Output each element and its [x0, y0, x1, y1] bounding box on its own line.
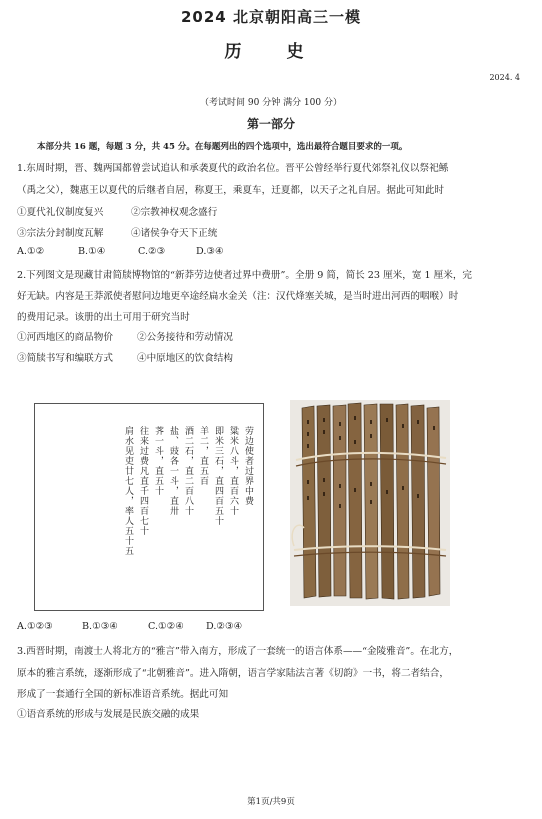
transcription-column: 即米三石，直四百五十	[213, 426, 223, 526]
q2-stem-line3: 的费用记录。该册的出土可用于研究当时	[17, 312, 190, 323]
q2-stem-line2: 好无缺。内容是王莽派使者慰问边地更卒途经扁水金关（注：汉代烽塞关城，是当时进出河西的咽喉）时	[17, 291, 459, 302]
q1-option-2: ②宗教神权观念盛行	[131, 207, 218, 218]
transcription-column: 荠一斗，直五十	[153, 426, 163, 496]
slip-transcription-box	[34, 403, 264, 611]
transcription-column: 往来过费凡直千四百七十	[138, 426, 148, 536]
q2-option-2: ②公务接待和劳动情况	[137, 332, 233, 343]
q2-option-4: ④中原地区的饮食结构	[137, 353, 233, 364]
q2-stem-line1: 2.下列图文是现藏甘肃简牍博物馆的“新莽劳边使者过界中费册”。全册 9 简，简长 23 厘米，宽 1 厘米，完	[17, 270, 473, 281]
q3-option-1: ①语音系统的形成与发展是民族交融的成果	[17, 709, 200, 720]
transcription-column: 盐、豉各一斗，直卅	[168, 426, 178, 516]
q1-choice-a[interactable]: A.①②	[17, 246, 45, 257]
q1-choice-c[interactable]: C.②③	[138, 246, 166, 257]
q2-choice-d[interactable]: D.②③④	[206, 621, 243, 632]
transcription-column: 酒二石，直二百八十	[183, 426, 193, 516]
q1-option-4: ④诸侯争夺天下正统	[131, 228, 218, 239]
q3-stem-line2: 原本的雅言系统，逐渐形成了“北朝雅音”。进入隋朝，语言学家陆法言著《切韵》一书，将二者结合，	[17, 668, 449, 679]
exam-date: 2024. 4	[489, 73, 520, 82]
q1-choice-b[interactable]: B.①④	[78, 246, 106, 257]
bamboo-slips-photo	[290, 400, 450, 606]
page-number: 第1页/共9页	[247, 797, 295, 807]
q2-option-1: ①河西地区的商品物价	[17, 332, 113, 343]
q2-choice-a[interactable]: A.①②③	[17, 621, 53, 632]
bamboo-slips-image	[290, 400, 450, 606]
q2-choice-c[interactable]: C.①②④	[148, 621, 184, 632]
q1-option-3: ③宗法分封制度瓦解	[17, 228, 104, 239]
transcription-column: 劳边使者过界中费	[243, 426, 253, 506]
part-title: 第一部分	[246, 117, 295, 131]
q3-stem-line1: 3.西晋时期，南渡士人将北方的“雅言”带入南方，形成了一套统一的语言体系——“金陵雅音”。在北方，	[17, 646, 459, 657]
subject-title: 历 史	[224, 42, 318, 62]
exam-title: 2024 北京朝阳高三一模	[181, 8, 361, 26]
q2-option-3: ③简牍书写和编联方式	[17, 353, 113, 364]
q1-stem-line2: （禹之父），魏惠王以夏代的后继者自居，称夏王，乘夏车，迁夏都，以天子之礼自居。据此可知此时	[17, 185, 444, 196]
q1-option-1: ①夏代礼仪制度复兴	[17, 207, 104, 218]
q1-stem-line1: 1.东周时期，晋、魏两国都曾尝试追认和承袭夏代的政治名位。晋平公曾经举行夏代郊祭礼仪以祭祀鲧	[17, 163, 449, 174]
transcription-column: 肩水见吏廿七人，率人五十五	[123, 426, 133, 556]
transcription-column: 羊二，直五百	[198, 426, 208, 486]
q3-stem-line3: 形成了一套通行全国的新标准语音系统。据此可知	[17, 689, 229, 700]
transcription-column: 粱米八斗，直百六十	[228, 426, 238, 516]
q1-choice-d[interactable]: D.③④	[196, 246, 224, 257]
exam-info: （考试时间 90 分钟 满分 100 分）	[200, 98, 342, 108]
q2-choice-b[interactable]: B.①③④	[82, 621, 118, 632]
part-instruction: 本部分共 16 题，每题 3 分，共 45 分。在每题列出的四个选项中，选出最符合题目要求的一项。	[37, 142, 408, 152]
